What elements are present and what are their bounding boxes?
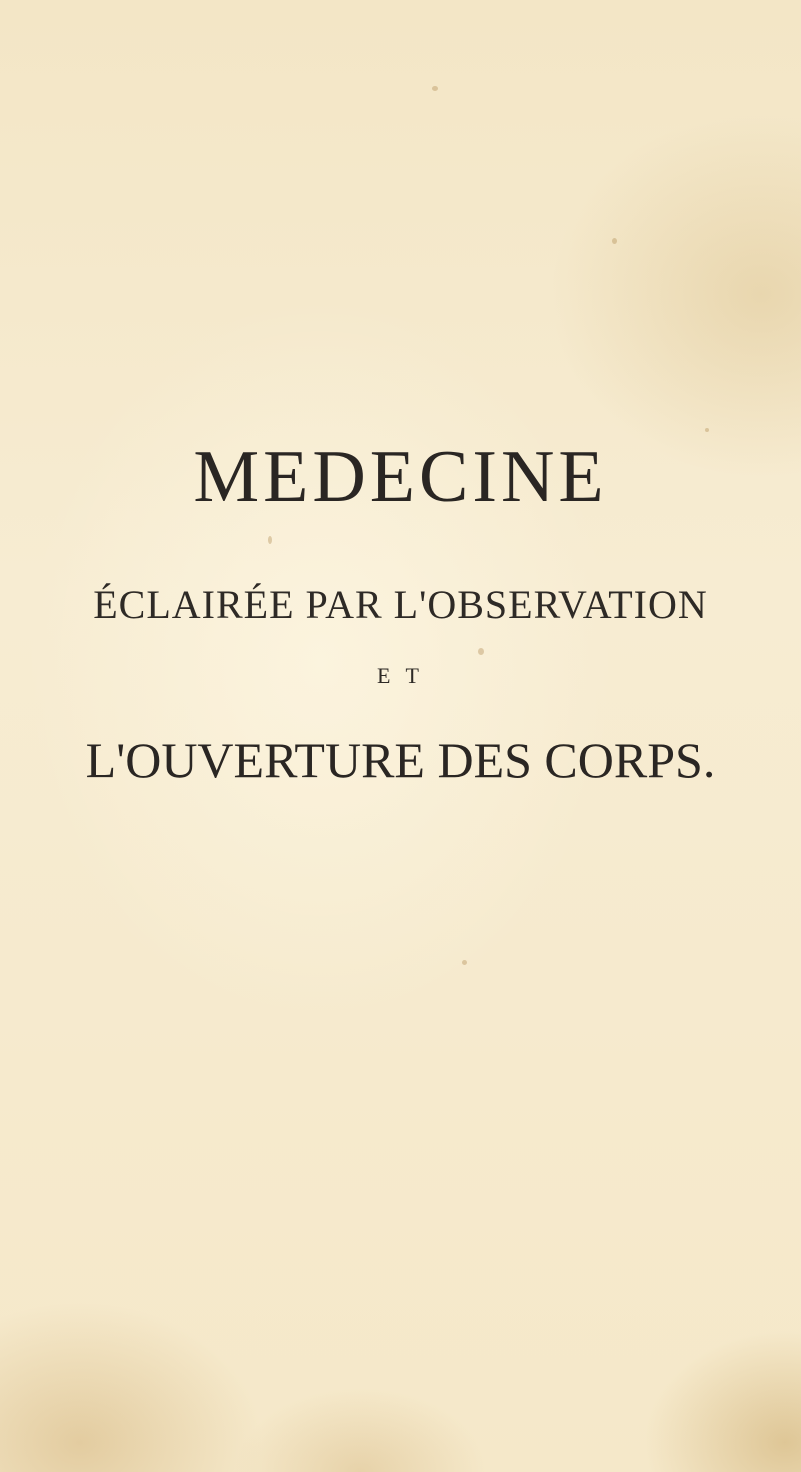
foxing-spot [432,86,438,91]
conjunction-text: E T [377,663,424,688]
page-subtitle: ÉCLAIRÉE PAR L'OBSERVATION [93,582,708,627]
page-title: MEDECINE [193,436,608,518]
foxing-spot [462,960,467,965]
foxing-spot [612,238,617,244]
foxing-spot [268,536,272,544]
page-subtitle-2: L'OUVERTURE DES CORPS. [85,732,716,788]
foxing-spot [705,428,709,432]
foxing-spot [478,648,484,655]
